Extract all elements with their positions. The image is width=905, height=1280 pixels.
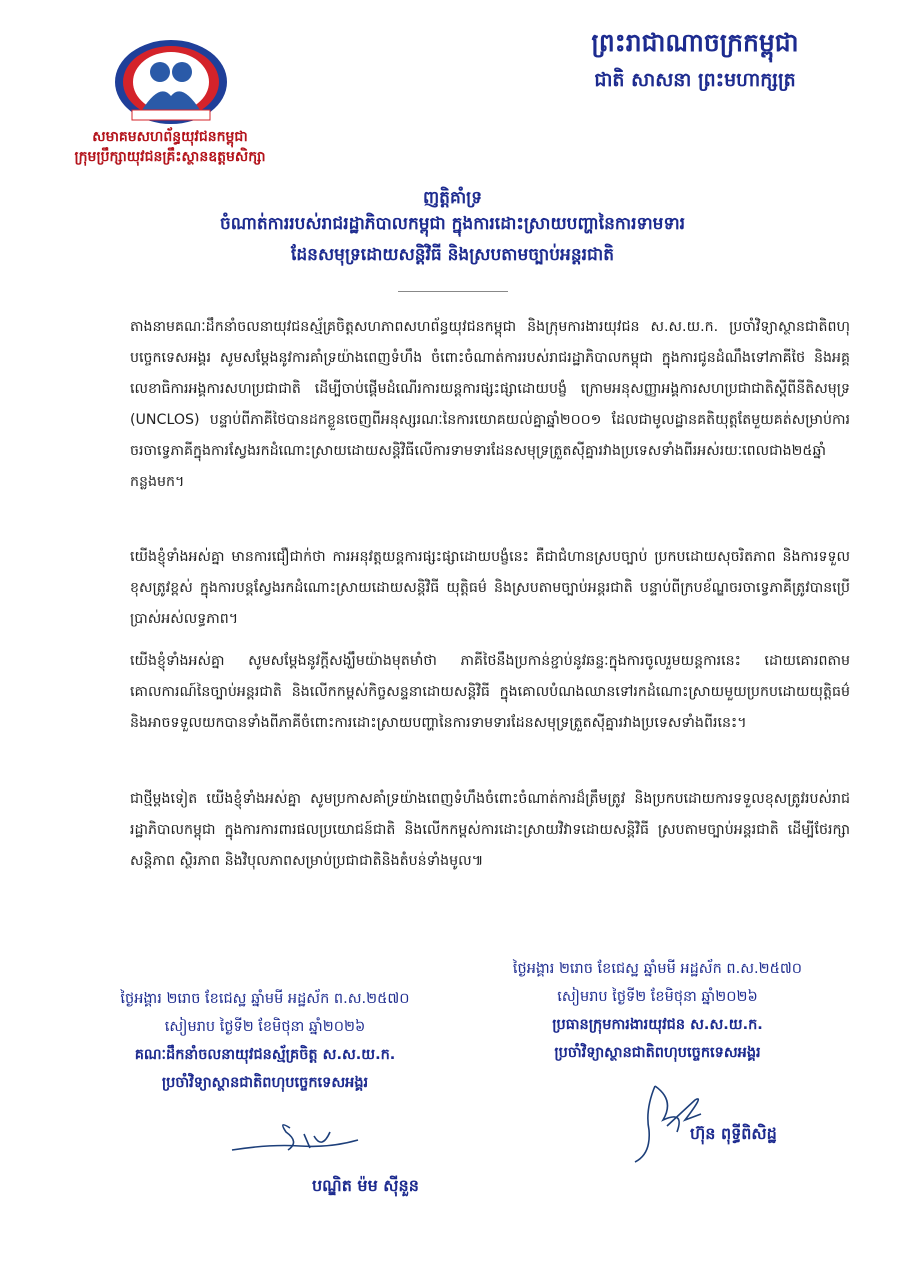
signature-block-right [450, 955, 865, 1067]
document-title: ញត្តិគាំទ្រ [422, 188, 483, 208]
signature-block-left [50, 985, 480, 1097]
national-motto: ជាតិ សាសនា ព្រះមហាក្សត្រ [594, 69, 796, 91]
left-role-line1: គណៈដឹកនាំចលនាយុវជនស្ម័គ្រចិត្ត ស.ស.យ.ក. [134, 1047, 396, 1063]
left-signatory-name: បណ្ឌិត ម៉ម ស៊ីនួន [312, 1176, 419, 1195]
right-date-solar: សៀមរាប ថ្ងៃទី២ ខែមិថុនា ឆ្នាំ២០២៦ [557, 989, 758, 1005]
left-date-lunar: ថ្ងៃអង្គារ ២រោច ខែជេស្ឋ ឆ្នាំមមី អដ្ឋស័ក ព.ស.២៥៧០ [120, 991, 410, 1007]
org-logo [112, 36, 230, 126]
org-name-line2: ក្រុមប្រឹក្សាយុវជនគ្រឹះស្ថានឧត្តមសិក្សា [74, 149, 266, 165]
right-signatory-name: ហ៊ុន ពុទ្ធីពិសិដ្ឋ [690, 1124, 777, 1143]
body-paragraph-4: ជាថ្មីម្តងទៀត យើងខ្ញុំទាំងអស់គ្នា សូមប្រកាសគាំទ្រយ៉ាងពេញទំហឹងចំពោះចំណាត់ការដ៏ត្រឹមត្រូវ និងប្រកបដោយការទទួលខុសត្រូវរបស់រាជរដ្ឋាភិបាលកម្ពុជា ក្នុងការការពារផលប្រយោជន៍ជាតិ និងលើកកម្ពស់ការដោះស្រាយវិវាទដោយសន្តិវិធី ស្របតាមច្បាប់អន្តរជាតិ ដើម្បីថែរក្សាសន្តិភាព ស្ថិរភាព និងវិបុលភាពសម្រាប់ប្រជាជាតិនិងតំបន់ទាំងមូល៕ [130, 791, 850, 869]
kingdom-title: ព្រះរាជាណាចក្រកម្ពុជា [591, 28, 799, 57]
right-role-line1: ប្រធានក្រុមការងារយុវជន ស.ស.យ.ក. [552, 1017, 763, 1033]
document-subject-line1: ចំណាត់ការរបស់រាជរដ្ឋាភិបាលកម្ពុជា ក្នុងការដោះស្រាយបញ្ហានៃការទាមទារ [219, 214, 686, 234]
right-role-line2: ប្រចាំវិទ្យាស្ថានជាតិពហុបច្ចេកទេសអង្គរ [554, 1045, 761, 1061]
kingdom-header [530, 0, 860, 96]
body-paragraph-3: យើងខ្ញុំទាំងអស់គ្នា សូមសម្តែងនូវក្តីសង្ឃឹមយ៉ាងមុតមាំថា ភាគីថៃនឹងប្រកាន់ខ្ជាប់នូវឆន្ទៈក្នុងការចូលរួមយន្តការនេះ ដោយគោរពតាមគោលការណ៍នៃច្បាប់អន្តរជាតិ និងលើកកម្ពស់កិច្ចសន្ទនាដោយសន្តិវិធី ក្នុងគោលបំណងឈានទៅរកដំណោះស្រាយមួយប្រកបដោយយុត្តិធម៌ និងអាចទទួលយកបានទាំងពីភាគីចំពោះការដោះស្រាយបញ្ហានៃការទាមទារដែនសមុទ្រត្រួតស៊ីគ្នារវាងប្រទេសទាំងពីរនេះ។ [130, 653, 850, 731]
body-paragraph-2: យើងខ្ញុំទាំងអស់គ្នា មានការជឿជាក់ថា ការអនុវត្តយន្តការផ្សះផ្សាដោយបង្ខំនេះ គឺជាជំហានស្របច្បាប់ ប្រកបដោយសុចរិតភាព និងការទទួលខុសត្រូវខ្ពស់ ក្នុងការបន្តស្វែងរកដំណោះស្រាយដោយសន្តិវិធី យុត្តិធម៌ និងស្របតាមច្បាប់អន្តរជាតិ បន្ទាប់ពីក្របខ័ណ្ឌចរចាទ្វេភាគីត្រូវបានប្រើប្រាស់អស់លទ្ធភាព។ [130, 549, 850, 627]
left-handwritten-signature [230, 1110, 360, 1165]
title-divider [398, 291, 508, 292]
left-date-solar: សៀមរាប ថ្ងៃទី២ ខែមិថុនា ឆ្នាំ២០២៦ [164, 1019, 366, 1035]
body-paragraph-1: តាងនាមគណៈដឹកនាំចលនាយុវជនស្ម័គ្រចិត្តសហភាពសហព័ន្ធយុវជនកម្ពុជា និងក្រុមការងារយុវជន ស.ស.យ.ក. ប្រចាំវិទ្យាស្ថានជាតិពហុបច្ចេកទេសអង្គរ សូមសម្តែងនូវការគាំទ្រយ៉ាងពេញទំហឹង ចំពោះចំណាត់ការរបស់រាជរដ្ឋាភិបាលកម្ពុជា ក្នុងការជូនដំណឹងទៅភាគីថៃ និងអគ្គលេខាធិការអង្គការសហប្រជាជាតិ ដើម្បីចាប់ផ្តើមដំណើរការយន្តការផ្សះផ្សាដោយបង្ខំ ក្រោមអនុសញ្ញាអង្គការសហប្រជាជាតិស្តីពីនីតិសមុទ្រ (UNCLOS) បន្ទាប់ពីភាគីថៃបានដកខ្លួនចេញពីអនុស្សរណៈនៃការយោគយល់គ្នាឆ្នាំ២០០១ ដែលជាមូលដ្ឋានគតិយុត្តតែមួយគត់សម្រាប់ការចរចាទ្វេភាគីក្នុងការស្វែងរកដំណោះស្រាយដោយសន្តិវិធីលើការទាមទារដែនសមុទ្រត្រួតស៊ីគ្នារវាងប្រទេសទាំងពីរអស់រយៈពេលជាង២៥ឆ្នាំ កន្លងមក។ [130, 319, 850, 490]
document-subject-line2: ដែនសមុទ្រដោយសន្តិវិធី និងស្របតាមច្បាប់អន្តរជាតិ [290, 245, 614, 265]
right-date-lunar: ថ្ងៃអង្គារ ២រោច ខែជេស្ឋ ឆ្នាំមមី អដ្ឋស័ក ព.ស.២៥៧០ [512, 961, 803, 977]
org-name-line1: សមាគមសហព័ន្ធយុវជនកម្ពុជា [92, 129, 248, 145]
left-role-line2: ប្រចាំវិទ្យាស្ថានជាតិពហុបច្ចេកទេសអង្គរ [161, 1075, 369, 1091]
